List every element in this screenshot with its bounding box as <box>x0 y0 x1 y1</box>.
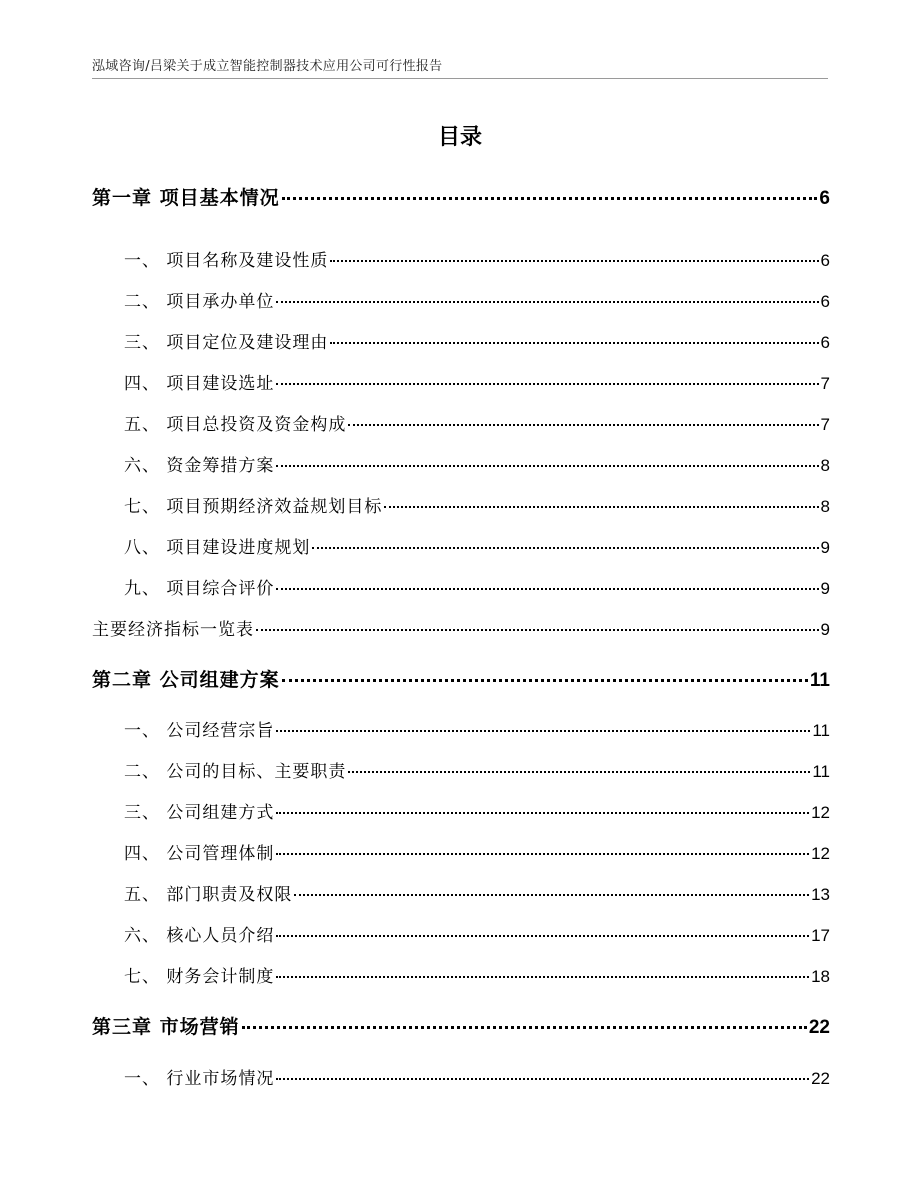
toc-entry-text: 九、 项目综合评价 <box>124 579 275 599</box>
toc-page-number: 9 <box>820 620 830 639</box>
toc-page-number: 11 <box>812 721 830 740</box>
toc-entry-text: 三、 公司组建方式 <box>124 803 275 823</box>
toc-entry-text: 七、 项目预期经济效益规划目标 <box>124 497 383 517</box>
toc-page-number: 6 <box>820 251 830 270</box>
toc-page-number: 6 <box>819 188 830 209</box>
toc-entry-text: 二、 项目承办单位 <box>124 292 275 312</box>
toc-page-number: 12 <box>811 803 830 822</box>
dot-leader <box>282 197 818 200</box>
dot-leader <box>256 629 819 631</box>
toc-page-number: 6 <box>820 292 830 311</box>
dot-leader <box>276 812 809 814</box>
toc-page-number: 8 <box>820 497 830 516</box>
toc-entry-text: 第一章 项目基本情况 <box>92 187 280 209</box>
dot-leader <box>276 853 809 855</box>
toc-entry-text: 三、 项目定位及建设理由 <box>124 333 329 353</box>
toc-entry-text: 四、 公司管理体制 <box>124 844 275 864</box>
toc-section-2-3[interactable] <box>92 798 830 823</box>
running-header: 泓域咨询/吕梁关于成立智能控制器技术应用公司可行性报告 <box>92 59 443 74</box>
dot-leader <box>242 1026 807 1029</box>
toc-section-2-6[interactable] <box>92 921 830 946</box>
toc-page-number: 9 <box>820 538 830 557</box>
toc-entry-text: 八、 项目建设进度规划 <box>124 538 311 558</box>
toc-entry-text: 主要经济指标一览表 <box>92 620 254 640</box>
toc-section-1-2[interactable] <box>92 287 830 312</box>
toc-page-number: 6 <box>820 333 830 352</box>
toc-section-2-7[interactable] <box>92 962 830 987</box>
toc-page-number: 13 <box>811 885 830 904</box>
toc-page-number: 22 <box>808 1017 830 1038</box>
dot-leader <box>276 730 810 732</box>
dot-leader <box>276 976 809 978</box>
toc-page-number: 11 <box>809 670 830 691</box>
toc-title: 目录 <box>437 125 482 150</box>
toc-page-number: 7 <box>820 415 830 434</box>
toc-section-1-6[interactable] <box>92 451 830 476</box>
toc-section-2-5[interactable] <box>92 880 830 905</box>
dot-leader <box>348 424 818 426</box>
toc-entry-text: 一、 项目名称及建设性质 <box>124 251 329 271</box>
toc-entry-text: 五、 项目总投资及资金构成 <box>124 415 347 435</box>
toc-page-number: 12 <box>811 844 830 863</box>
toc-entry-text: 二、 公司的目标、主要职责 <box>124 762 347 782</box>
dot-leader <box>282 679 808 682</box>
toc-page-number: 8 <box>820 456 830 475</box>
toc-section-1-8[interactable] <box>92 533 830 558</box>
toc-section-1-5[interactable] <box>92 410 830 435</box>
toc-section-2-2[interactable] <box>92 757 830 782</box>
toc-page-number: 7 <box>820 374 830 393</box>
toc-page-number: 22 <box>811 1069 830 1088</box>
toc-chapter-3[interactable] <box>92 1012 830 1039</box>
toc-entry-text: 一、 公司经营宗旨 <box>124 721 275 741</box>
dot-leader <box>330 260 818 262</box>
toc-entry-text: 五、 部门职责及权限 <box>124 885 293 905</box>
toc-entry-text: 第三章 市场营销 <box>92 1016 240 1038</box>
toc-page-number: 18 <box>811 967 830 986</box>
toc-entry-text: 六、 核心人员介绍 <box>124 926 275 946</box>
toc-chapter-2[interactable] <box>92 665 830 692</box>
toc-section-2-4[interactable] <box>92 839 830 864</box>
toc-section-1-9[interactable] <box>92 574 830 599</box>
toc-page-number: 17 <box>811 926 830 945</box>
toc-section-2-1[interactable] <box>92 716 830 741</box>
toc-entry-text: 第二章 公司组建方案 <box>92 669 280 691</box>
toc-section-1-7[interactable] <box>92 492 830 517</box>
dot-leader <box>312 547 818 549</box>
toc-entry-text: 七、 财务会计制度 <box>124 967 275 987</box>
toc-entry-text: 六、 资金筹措方案 <box>124 456 275 476</box>
toc-entry-text: 一、 行业市场情况 <box>124 1069 275 1089</box>
dot-leader <box>276 1078 809 1080</box>
toc-section-1-4[interactable] <box>92 369 830 394</box>
dot-leader <box>384 506 818 508</box>
dot-leader <box>330 342 818 344</box>
dot-leader <box>276 301 818 303</box>
toc-page-number: 9 <box>820 579 830 598</box>
header-divider <box>92 78 828 79</box>
toc-section-1-3[interactable] <box>92 328 830 353</box>
dot-leader <box>276 465 818 467</box>
dot-leader <box>348 771 810 773</box>
toc-section-1-1[interactable] <box>92 246 830 271</box>
dot-leader <box>276 383 818 385</box>
dot-leader <box>294 894 809 896</box>
dot-leader <box>276 588 818 590</box>
dot-leader <box>276 935 809 937</box>
toc-entry-text: 四、 项目建设选址 <box>124 374 275 394</box>
toc-section-1-indicators[interactable] <box>92 615 830 640</box>
toc-page-number: 11 <box>812 762 830 781</box>
toc-section-3-1[interactable] <box>92 1064 830 1089</box>
toc-chapter-1[interactable] <box>92 183 830 210</box>
